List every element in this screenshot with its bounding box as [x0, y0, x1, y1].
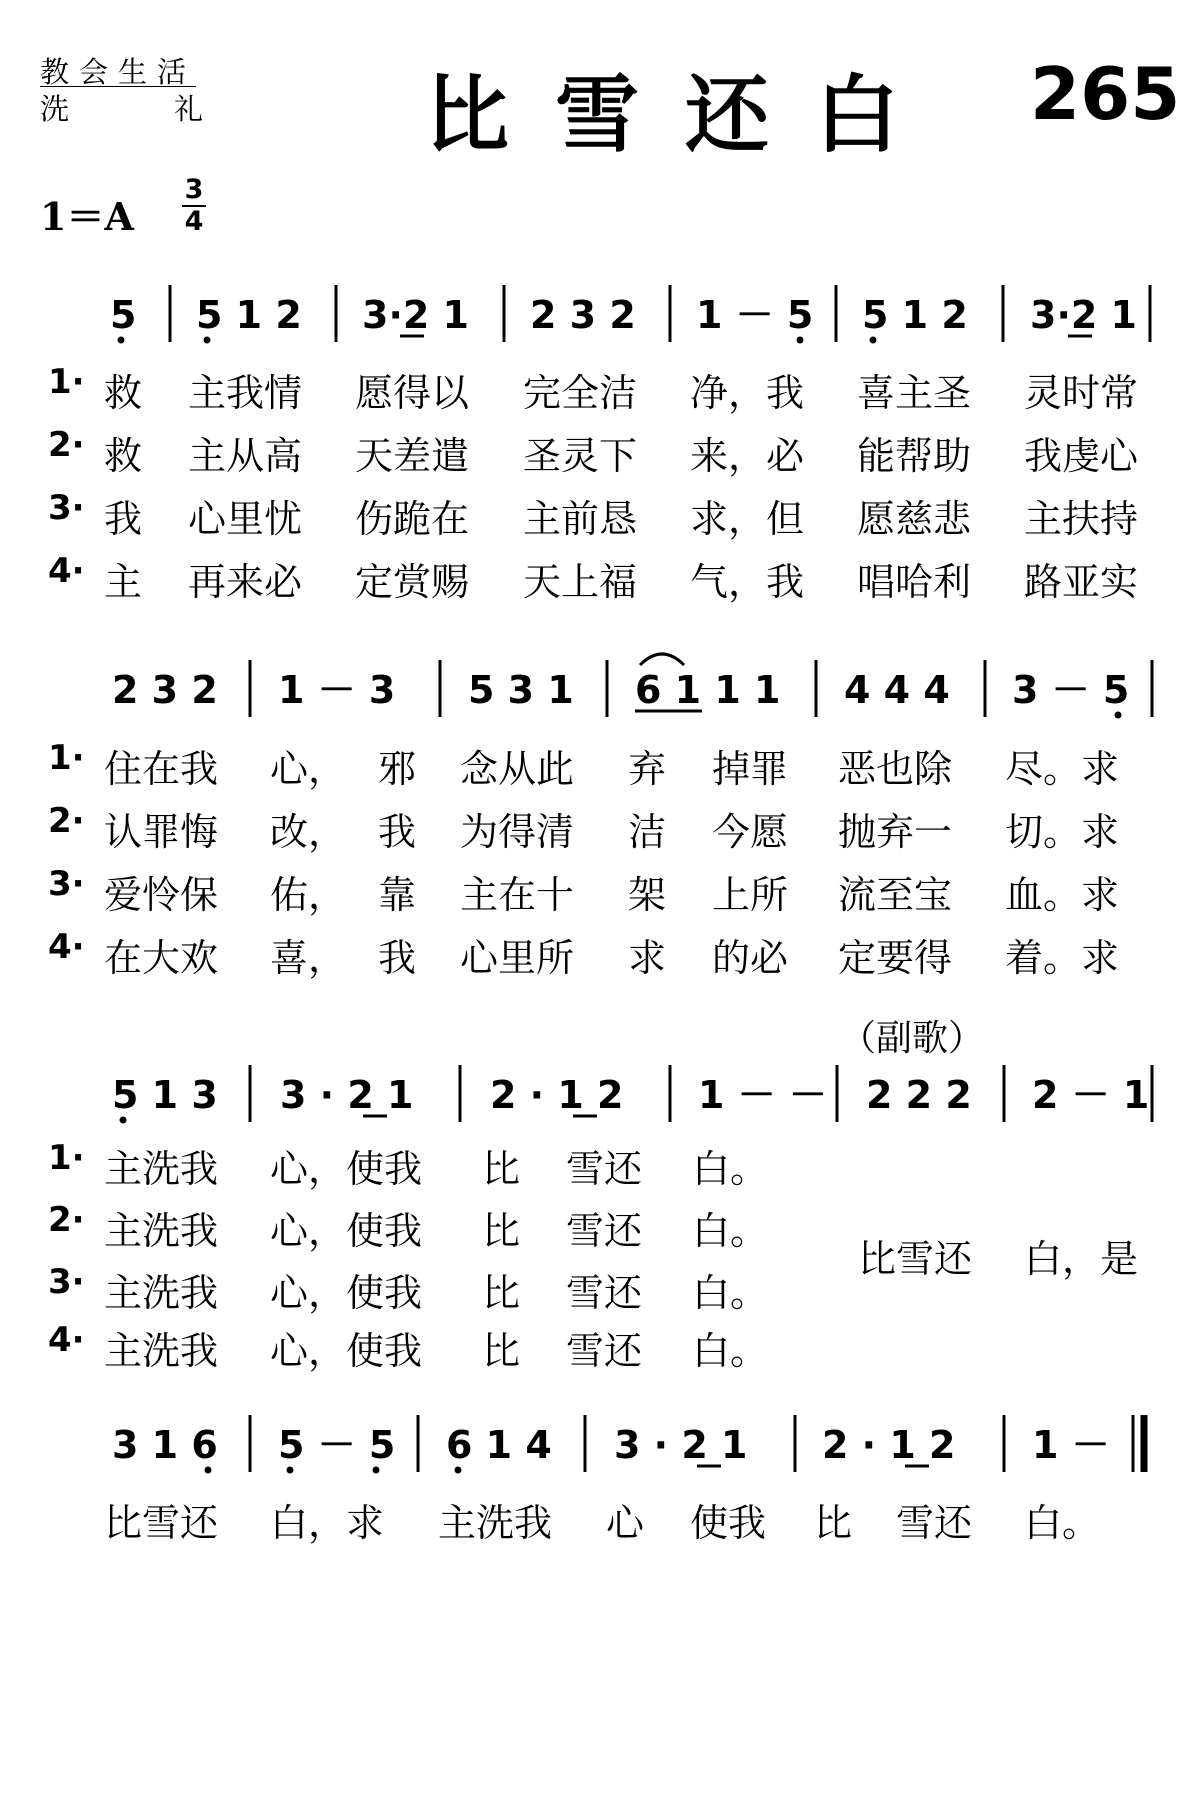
lyric: 白。 [692, 1329, 769, 1373]
lyric: 恶也除 [838, 747, 953, 791]
measure-notes: 1 － 5 [696, 293, 814, 337]
lower-octave-dot [870, 337, 877, 344]
lower-octave-dot [1115, 712, 1122, 719]
measure-notes: 3 · 2 1 [280, 1073, 414, 1117]
lyric: 佑， [270, 873, 347, 917]
lyric: 爱怜保 [104, 873, 219, 917]
refrain-label: （副歌） [840, 1018, 985, 1059]
measure-notes: 3 － 5 [1012, 668, 1130, 712]
lyric: 主我情 [188, 371, 303, 415]
time-signature [182, 176, 206, 236]
lyric: 圣灵下 [523, 434, 638, 478]
time-numerator: 3 [184, 174, 204, 205]
lyric: 比 [814, 1501, 853, 1545]
lyric: 定赏赐 [355, 560, 470, 604]
lyric: 再来必 [188, 560, 303, 604]
lyric: 伤跪在 [355, 497, 470, 541]
lyric: 心， [270, 747, 347, 791]
measure-notes: 5 － 5 [278, 1423, 396, 1467]
lyric: 雪还 [566, 1209, 643, 1253]
lyric: 来，必 [690, 434, 805, 478]
lyric: 救 [104, 434, 143, 478]
lyric: 主洗我 [104, 1147, 219, 1191]
measure-notes: 2 2 2 [866, 1073, 972, 1117]
lyric: 雪还 [566, 1329, 643, 1373]
lower-octave-dot [287, 1467, 294, 1474]
lyric: 比雪还 [858, 1237, 973, 1281]
lyric: 架 [628, 873, 667, 917]
lyric: 我 [104, 497, 143, 541]
lyric: 白。 [692, 1209, 769, 1253]
measure-notes: 6 1 1 1 [635, 668, 781, 712]
lower-octave-dot [455, 1467, 462, 1474]
measure-notes: 2 － 1 [1032, 1073, 1150, 1117]
lyric: 比雪还 [104, 1501, 219, 1545]
melody-line-4 [0, 1400, 1200, 1490]
lyric: 主扶持 [1024, 497, 1139, 541]
lyric: 主前恳 [523, 497, 638, 541]
bar-lines-1 [170, 285, 1150, 342]
lyric: 天差遣 [355, 434, 470, 478]
lyric: 心，使我 [270, 1147, 423, 1191]
tie-arc [640, 654, 684, 665]
lyric: 我 [378, 936, 417, 980]
lyric: 路亚实 [1024, 560, 1139, 604]
lyric: 流至宝 [838, 873, 953, 917]
lyric: 掉罪 [712, 747, 789, 791]
verse-number: 3· [48, 864, 85, 904]
lower-octave-dot [797, 337, 804, 344]
lyric: 雪还 [566, 1147, 643, 1191]
subcategory-label [40, 92, 241, 126]
lower-octave-dot [373, 1467, 380, 1474]
lyric: 愿慈悲 [857, 497, 972, 541]
octave-dots-4 [205, 1467, 462, 1474]
lyric: 定要得 [838, 936, 953, 980]
lyric: 着。求 [1005, 936, 1120, 980]
measure-notes: 5 3 1 [468, 668, 574, 712]
verse-number: 4· [48, 927, 85, 967]
lyric: 洁 [628, 810, 667, 854]
verse-number: 1· [48, 362, 85, 402]
measure-notes: 3·2 1 [362, 293, 469, 337]
lyric: 切。求 [1005, 810, 1120, 854]
measure-notes: 3·2 1 [1030, 293, 1137, 337]
melody-line-1 [0, 270, 1200, 360]
lyric: 白，求 [270, 1501, 385, 1545]
lower-octave-dot [204, 337, 211, 344]
verse-number: 1· [48, 738, 85, 778]
lyric: 完全洁 [523, 371, 638, 415]
verse-number: 4· [48, 1320, 85, 1360]
subcategory-text: 洗 礼 [40, 92, 242, 126]
lyric: 血。求 [1005, 873, 1120, 917]
measure-notes: 1 － [1032, 1423, 1110, 1467]
lyric: 今愿 [712, 810, 789, 854]
measure-notes: 3 1 6 [112, 1423, 218, 1467]
measure-notes: 2 · 1 2 [822, 1423, 956, 1467]
lyric: 灵时常 [1024, 371, 1139, 415]
measure-notes: 3 · 2 1 [614, 1423, 748, 1467]
measure-notes: 6 1 4 [446, 1423, 552, 1467]
verse-number: 4· [48, 551, 85, 591]
lyric: 心 [606, 1501, 645, 1545]
lyric: 能帮助 [857, 434, 972, 478]
melody-line-3 [0, 1050, 1200, 1140]
lyric: 抛弃一 [838, 810, 953, 854]
measure-notes: 1 － － [698, 1073, 827, 1117]
lyric: 净，我 [690, 371, 805, 415]
verse-number: 3· [48, 1262, 85, 1302]
verse-number: 1· [48, 1138, 85, 1178]
measure-notes: 2 3 2 [112, 668, 218, 712]
lyric: 心里所 [460, 936, 575, 980]
lyric: 主 [104, 560, 143, 604]
lyric: 喜， [270, 936, 347, 980]
lyric: 认罪悔 [104, 810, 219, 854]
measure-notes: 2 3 2 [530, 293, 636, 337]
lyric: 白，是 [1024, 1237, 1139, 1281]
lyric: 雪还 [896, 1501, 973, 1545]
measure-notes: 2 · 1 2 [490, 1073, 624, 1117]
lyric: 喜主圣 [857, 371, 972, 415]
lyric: 主洗我 [104, 1271, 219, 1315]
lyric: 尽。求 [1005, 747, 1120, 791]
lyric: 比 [482, 1209, 521, 1253]
lyric: 比 [482, 1271, 521, 1315]
lyric: 主在十 [460, 873, 575, 917]
lyric: 白。 [692, 1271, 769, 1315]
measure-notes: 5 [110, 293, 137, 337]
lower-octave-dot [118, 337, 125, 344]
melody-line-2 [0, 645, 1200, 735]
lyric: 改， [270, 810, 347, 854]
lyric: 愿得以 [355, 371, 470, 415]
measure-notes: 5 1 3 [112, 1073, 218, 1117]
lyric: 使我 [690, 1501, 767, 1545]
lyric: 在大欢 [104, 936, 219, 980]
lyric: 弃 [628, 747, 667, 791]
lyric: 主洗我 [104, 1209, 219, 1253]
measure-notes: 1 － 3 [278, 668, 396, 712]
key-signature: 1＝A [40, 194, 134, 239]
lower-octave-dot [120, 1117, 127, 1124]
lyric: 雪还 [566, 1271, 643, 1315]
lyric: 求 [628, 936, 667, 980]
lyric: 我 [378, 810, 417, 854]
lyric: 心，使我 [270, 1271, 423, 1315]
lyric: 我虔心 [1024, 434, 1139, 478]
lyric: 唱哈利 [857, 560, 972, 604]
lyric: 气，我 [690, 560, 805, 604]
lyric: 靠 [378, 873, 417, 917]
lyric: 心，使我 [270, 1329, 423, 1373]
lyric: 比 [482, 1329, 521, 1373]
lyric: 主从高 [188, 434, 303, 478]
verse-number: 2· [48, 425, 85, 465]
lyric: 邪 [378, 747, 417, 791]
hymn-number: 265 [1030, 52, 1181, 136]
lyric: 白。 [692, 1147, 769, 1191]
time-denominator: 4 [184, 206, 204, 237]
measure-notes: 4 4 4 [844, 668, 950, 712]
lyric: 上所 [712, 873, 789, 917]
lyric: 求，但 [690, 497, 805, 541]
verse-number: 3· [48, 488, 85, 528]
measure-notes: 5 1 2 [196, 293, 302, 337]
lyric: 心，使我 [270, 1209, 423, 1253]
lyric: 心里忧 [188, 497, 303, 541]
hymn-title: 比雪还白 [425, 66, 946, 164]
measure-notes: 5 1 2 [862, 293, 968, 337]
verse-number: 2· [48, 1200, 85, 1240]
lyric: 住在我 [104, 747, 219, 791]
lyric: 天上福 [523, 560, 638, 604]
lyric: 救 [104, 371, 143, 415]
lyric: 的必 [712, 936, 789, 980]
lyric: 比 [482, 1147, 521, 1191]
lyric: 念从此 [460, 747, 575, 791]
lyric: 为得清 [460, 810, 575, 854]
category-label: 教会生活 [40, 55, 197, 89]
lyric: 主洗我 [104, 1329, 219, 1373]
octave-dots-1 [118, 337, 877, 344]
lyric: 白。 [1024, 1501, 1101, 1545]
lyric: 主洗我 [438, 1501, 553, 1545]
lower-octave-dot [205, 1467, 212, 1474]
verse-number: 2· [48, 801, 85, 841]
